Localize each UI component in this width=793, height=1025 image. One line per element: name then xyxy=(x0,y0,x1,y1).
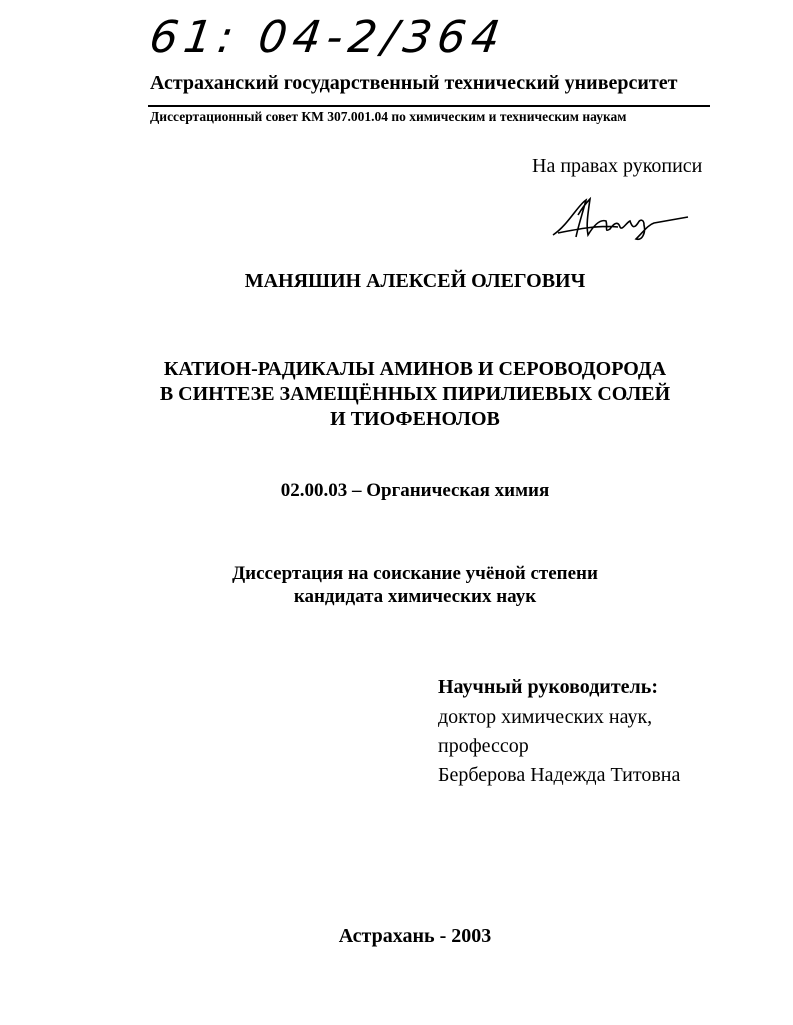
thesis-title-line-2: В СИНТЕЗЕ ЗАМЕЩЁННЫХ ПИРИЛИЕВЫХ СОЛЕЙ xyxy=(159,383,671,405)
author-signature xyxy=(548,195,693,245)
supervisor-title: профессор xyxy=(438,735,529,757)
degree-line-2: кандидата химических наук xyxy=(293,586,537,607)
header-divider xyxy=(148,105,710,107)
supervisor-name: Берберова Надежда Титовна xyxy=(438,764,681,786)
thesis-title-line-1: КАТИОН-РАДИКАЛЫ АМИНОВ И СЕРОВОДОРОДА xyxy=(163,358,667,380)
supervisor-heading: Научный руководитель: xyxy=(438,676,658,698)
author-name: МАНЯШИН АЛЕКСЕЙ ОЛЕГОВИЧ xyxy=(244,270,586,292)
manuscript-note: На правах рукописи xyxy=(532,155,703,177)
thesis-title-line-3: И ТИОФЕНОЛОВ xyxy=(330,408,500,430)
specialty: 02.00.03 – Органическая химия xyxy=(280,480,550,501)
supervisor-degree: доктор химических наук, xyxy=(438,706,653,728)
dissertation-council: Диссертационный совет КМ 307.001.04 по химическим и техническим наукам xyxy=(150,109,627,124)
university-name: Астраханский государственный технический университет xyxy=(150,72,678,94)
degree-line-1: Диссертация на соискание учёной степени xyxy=(232,563,598,584)
city-year: Астрахань - 2003 xyxy=(338,925,492,947)
handwritten-archive-code: 61: 04-2/364 xyxy=(146,12,510,63)
